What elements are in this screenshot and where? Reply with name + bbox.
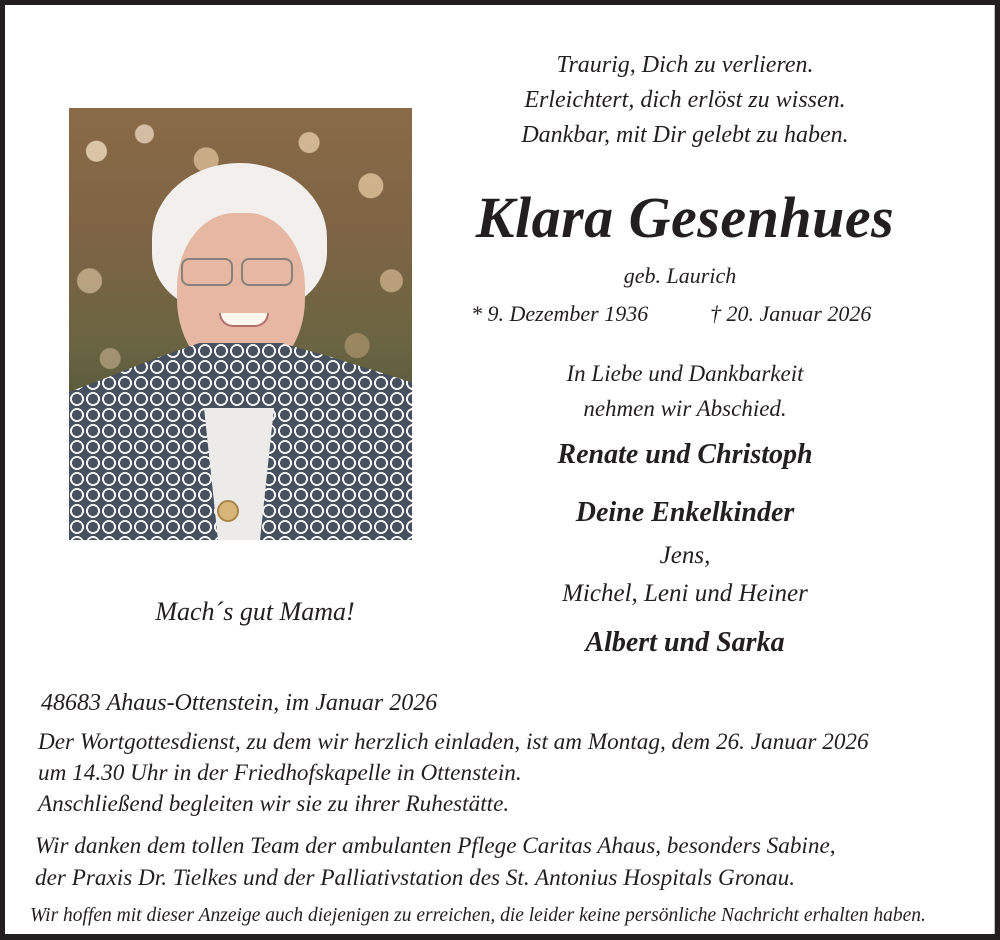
glasses-icon (181, 258, 233, 286)
poem (475, 48, 895, 153)
service-line: Anschließend begleiten wir sie zu ihrer Ruhestätte. (38, 791, 510, 817)
maiden-name: geb. Laurich (623, 263, 737, 288)
glasses-icon (241, 258, 293, 286)
service-info (38, 727, 869, 820)
pendant-icon (217, 500, 239, 522)
grandchildren-heading: Deine Enkelkinder (575, 497, 795, 528)
place-date: 48683 Ahaus-Ottenstein, im Januar 2026 (41, 690, 438, 716)
service-line: Der Wortgottesdienst, zu dem wir herzlich einladen, ist am Montag, dem 26. Januar 2026 (38, 729, 869, 755)
grandchildren-line: Michel, Leni und Heiner (562, 580, 808, 607)
poem-line: Dankbar, mit Dir gelebt zu haben. (521, 122, 849, 148)
footer-note: Wir hoffen mit dieser Anzeige auch diejenigen zu erreichen, die leider keine persönliche Nachricht erhalten haben. (30, 905, 926, 926)
mourner-family-2: Albert und Sarka (585, 627, 785, 658)
farewell-text (495, 356, 875, 426)
poem-line: Traurig, Dich zu verlieren. (556, 52, 814, 78)
poem-line: Erleichtert, dich erlöst zu wissen. (524, 87, 846, 113)
obituary-notice (5, 5, 995, 934)
portrait-photo (69, 108, 412, 540)
photo-caption: Mach´s gut Mama! (155, 597, 355, 626)
grandchildren-names (495, 537, 875, 613)
farewell-line: In Liebe und Dankbarkeit (566, 361, 804, 386)
farewell-line: nehmen wir Abschied. (583, 396, 787, 421)
grandchildren-line: Jens, (659, 542, 711, 569)
thanks-line: der Praxis Dr. Tielkes und der Palliativstation des St. Antonius Hospitals Gronau. (35, 865, 796, 891)
birth-date: * 9. Dezember 1936 (471, 301, 649, 326)
thanks-text (35, 830, 836, 894)
thanks-line: Wir danken dem tollen Team der ambulanten Pflege Caritas Ahaus, besonders Sabine, (35, 833, 836, 859)
photo-smile (219, 313, 269, 327)
death-date: † 20. Januar 2026 (710, 301, 872, 326)
deceased-name: Klara Gesenhues (475, 185, 895, 250)
mourner-family-1: Renate und Christoph (557, 439, 813, 470)
service-line: um 14.30 Uhr in der Friedhofskapelle in Ottenstein. (38, 760, 522, 786)
